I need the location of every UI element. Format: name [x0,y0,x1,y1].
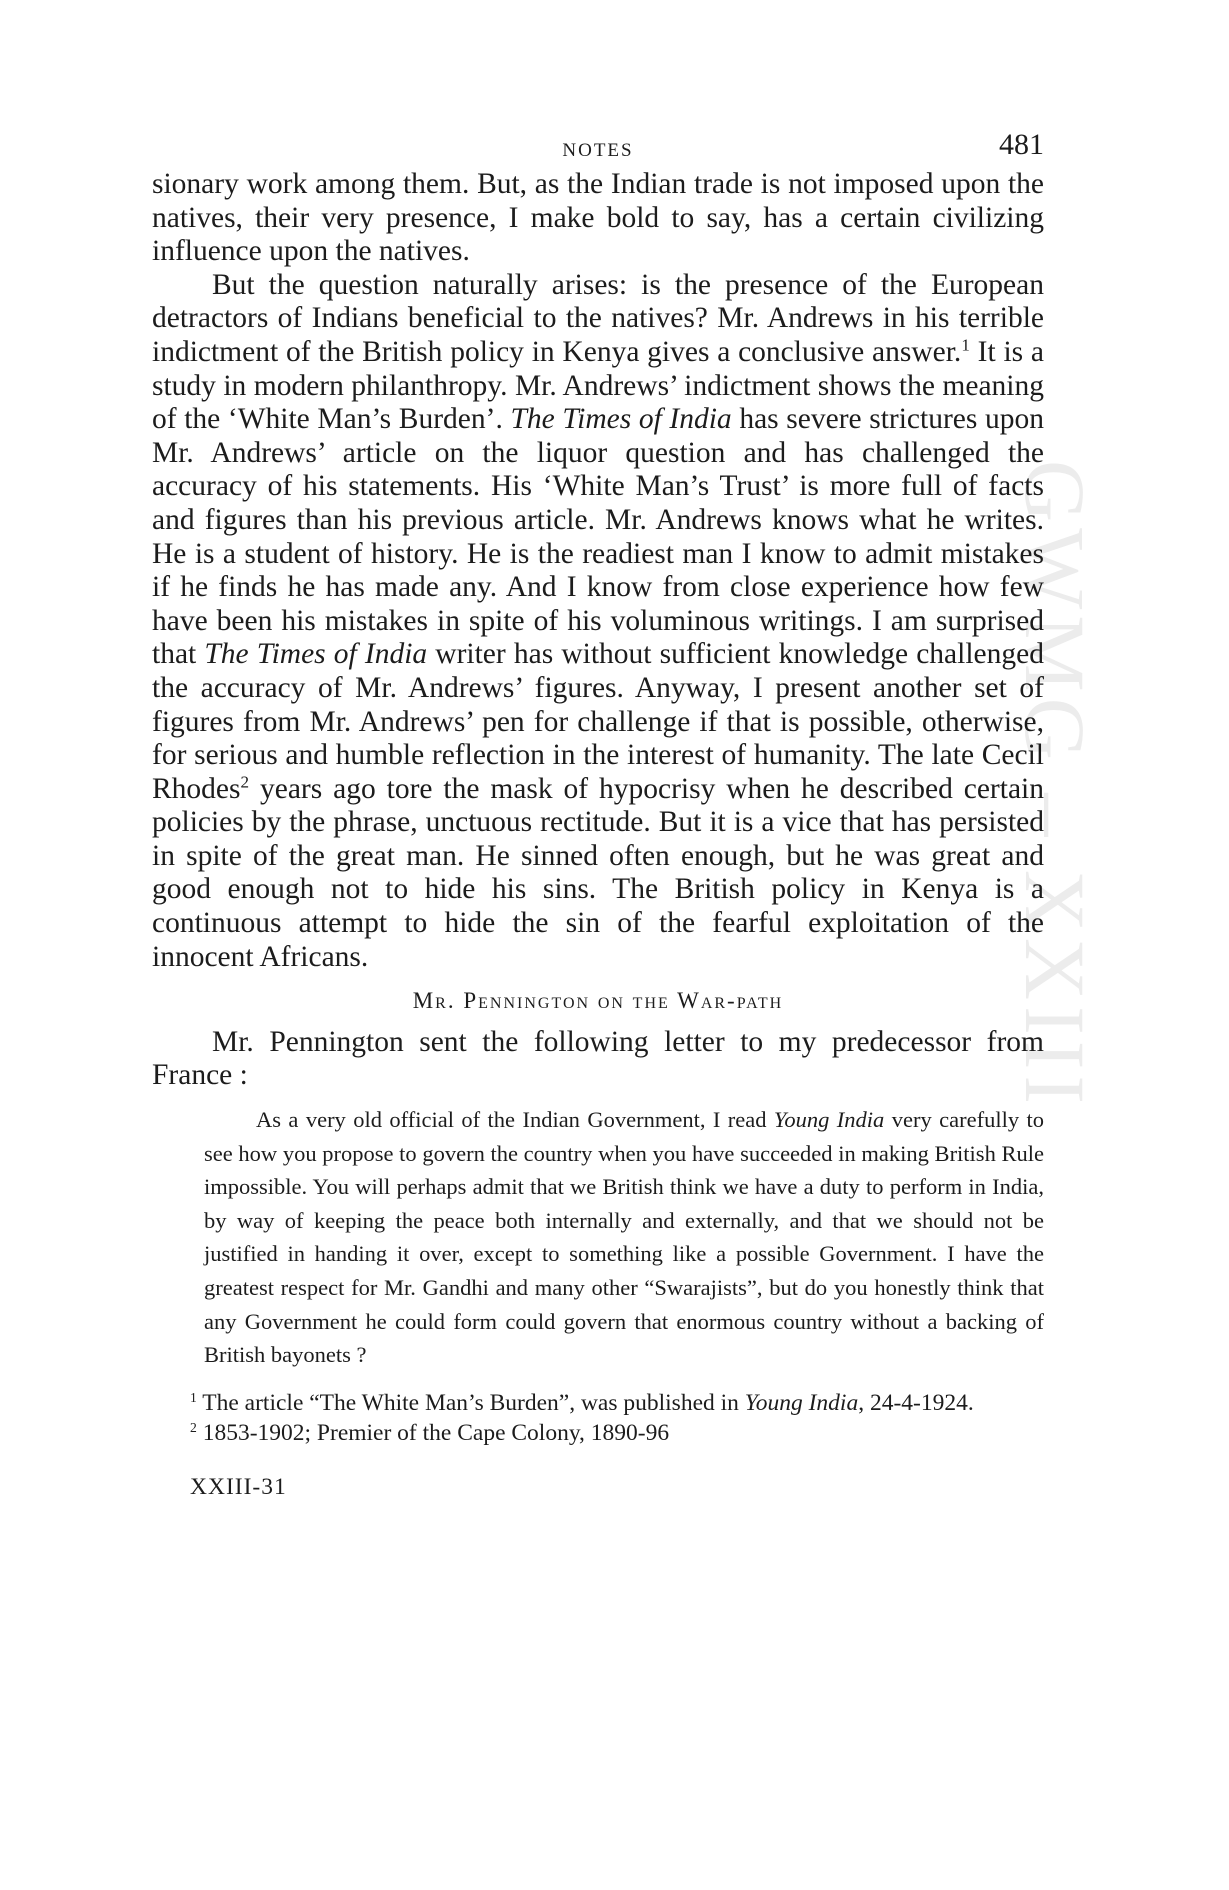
quote-part-a: As a very old official of the Indian Government, I read [256,1107,774,1133]
paragraph-1 [152,168,1044,269]
footnote-1-text-a: The article “The White Man’s Burden”, was published in [196,1389,745,1416]
footnote-1-italic: Young India [744,1389,859,1416]
footnote-1-text-b: , 24-4-1924. [858,1389,974,1416]
paragraph-2-part-b: It is a study in modern philanthropy. Mr. Andrews’ indictment shows the meaning of the ‘White Man’s Burden’. [152,335,1044,436]
italic-times-of-india-2: The Times of India [204,638,428,671]
page-number: 481 [999,128,1044,161]
footnote-1 [152,1388,1044,1418]
signature-mark: XXIII-31 [190,1473,287,1500]
italic-times-of-india-1: The Times of India [510,403,732,436]
section-intro-text: Mr. Pennington sent the following letter to my predecessor from France : [152,1025,1044,1092]
body-text [152,168,1044,1093]
footnote-ref-2: 2 [240,772,250,792]
paragraph-2-part-e: years ago tore the mask of hypocrisy when he described certain policies by the phrase, unctuous rectitude. But it is a vice that has persisted in spite of the great man. He sinned often enough, but he was great and good enough not to hide his sins. The British policy in Kenya is a continuous attempt to hide the sin of the fearful exploitation of the innocent Africans. [152,772,1044,973]
footnote-2-marker: 2 [190,1419,197,1435]
paragraph-2 [152,269,1044,974]
running-head [152,128,1044,168]
footnote-2-text: 1853-1902; Premier of the Cape Colony, 1890-96 [196,1419,670,1446]
section-heading: Mr. Pennington on the War-path [412,988,784,1014]
block-quote [204,1103,1044,1372]
paragraph-1-text: sionary work among them. But, as the Indian trade is not imposed upon the natives, their very presence, I make bold to say, has a certain civilizing influence upon the natives. [152,168,1044,268]
paragraph-2-part-a: But the question naturally arises: is the presence of the European detractors of Indians beneficial to the natives? Mr. Andrews in his terrible indictment of the British policy in Kenya gives a conclusive answer. [152,268,1044,368]
paragraph-2-part-d: writer has without sufficient knowledge challenged the accuracy of Mr. Andrews’ figures. Anyway, I present another set of figures from Mr. Andrews’ pen for challenge if that is possible, otherwise, for serious and humble reflection in the interest of humanity. The late Cecil Rhodes [152,638,1044,805]
footnote-1-marker: 1 [190,1389,197,1405]
section-intro [152,1026,1044,1093]
quote-part-b: very carefully to see how you propose to govern the country when you have succeeded in making British Rule impossible. You will perhaps admit that we British think we have a duty to perform in India, by way of keeping the peace both internally and externally, and that we should not be justified in handing it over, except to something like a possible Government. I have the greatest respect for Mr. Gandhi and many other “Swarajists”, but do you honestly think that any Government he could form could govern that enormous country without a backing of British bayonets ? [204,1107,1044,1368]
quote-paragraph [204,1103,1044,1372]
watermark: GWMG – XXIII [1007,460,1103,1110]
italic-young-india: Young India [773,1107,885,1133]
running-title: NOTES [562,140,634,161]
page [152,128,1044,1501]
footnote-2 [152,1418,1044,1448]
paragraph-2-part-c: has severe strictures upon Mr. Andrews’ article on the liquor question and has challenged the accuracy of his statements. His ‘White Man’s Trust’ is more full of facts and figures than his previous article. Mr. Andrews knows what he writes. He is a student of history. He is the readiest man I know to admit mistakes if he finds he has made any. And I know from close experience how few have been his mistakes in spite of his voluminous writings. I am surprised that [152,403,1044,671]
footnote-ref-1: 1 [961,335,970,355]
footnotes [152,1388,1044,1448]
